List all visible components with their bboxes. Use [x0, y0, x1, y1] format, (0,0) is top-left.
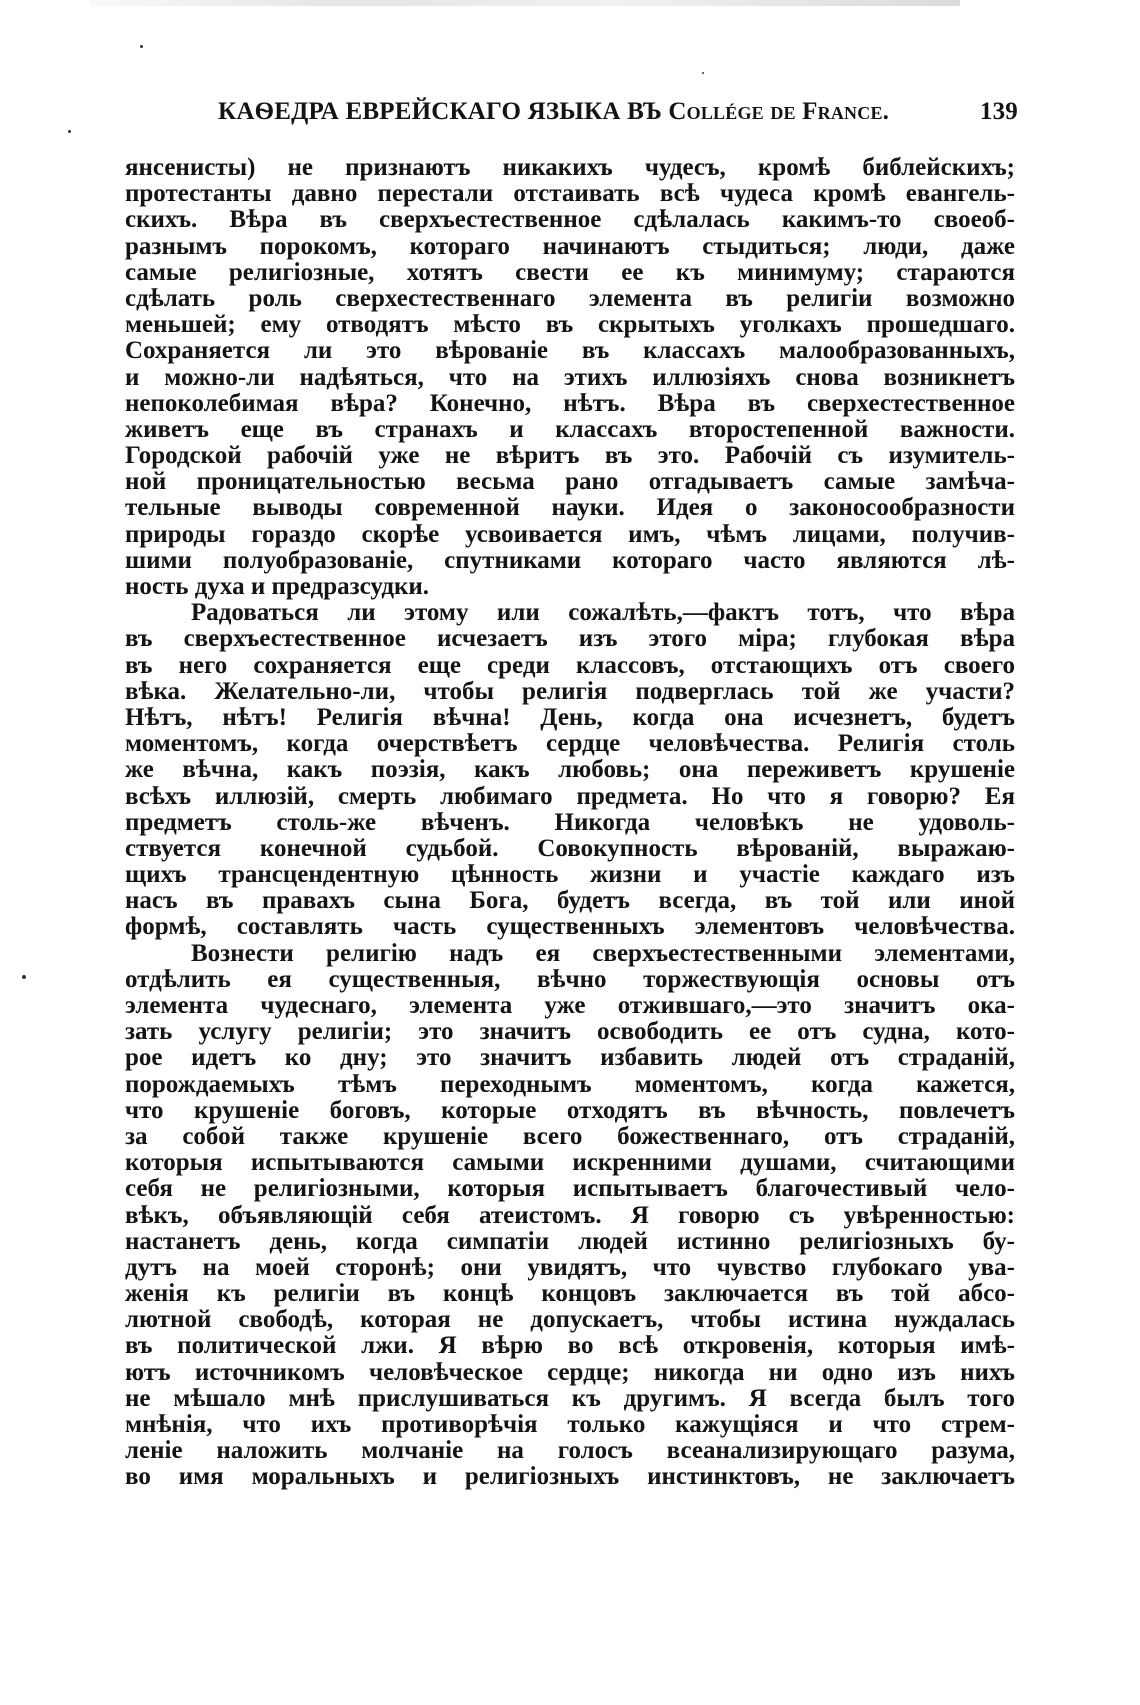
text-line: самые религіозные, хотятъ свести ее къ минимуму; стараются	[125, 258, 1015, 286]
text-line: Нѣтъ, нѣтъ! Религія вѣчна! День, когда она исчезнетъ, будетъ	[125, 703, 1015, 731]
text-line: вѣка. Желательно-ли, чтобы религія подверглась той же участи?	[125, 677, 1015, 705]
text-line: сдѣлать роль сверхестественнаго элемента въ религіи возможно	[125, 284, 1015, 312]
text-line: рое идетъ ко дну; это значитъ избавить людей отъ страданій,	[125, 1044, 1015, 1072]
text-line: въ него сохраняется еще среди классовъ, отстающихъ отъ своего	[125, 651, 1015, 679]
text-line: Городской рабочій уже не вѣритъ въ это. Рабочій съ изумитель-	[125, 442, 1015, 470]
paragraph-start-line: Вознести религію надъ ея сверхъестественными элементами,	[191, 939, 1015, 967]
text-line: въ политической лжи. Я вѣрю во всѣ откровенія, которыя имѣ-	[125, 1332, 1015, 1360]
scan-speck	[68, 130, 71, 133]
paragraph-end-line: ность духа и предразсудки.	[125, 573, 430, 600]
scan-speck	[702, 72, 704, 74]
text-line: себя не религіозными, которыя испытываетъ благочестивый чело-	[125, 1175, 1015, 1203]
text-line: щихъ трансцендентную цѣнность жизни и участіе каждаго изъ	[125, 861, 1015, 889]
text-line: предметъ столь-же вѣченъ. Никогда человѣкъ не удоволь-	[125, 808, 1015, 836]
text-line: во имя моральныхъ и религіозныхъ инстинктовъ, не заключаетъ	[125, 1463, 1015, 1491]
text-line: ной проницательностью весьма рано отгадываетъ самые замѣча-	[125, 468, 1015, 496]
text-line: порождаемыхъ тѣмъ переходнымъ моментомъ, когда кажется,	[125, 1070, 1015, 1098]
text-line: ютъ источникомъ человѣческое сердце; никогда ни одно изъ нихъ	[125, 1358, 1015, 1386]
text-line: разнымъ порокомъ, котораго начинаютъ стыдиться; люди, даже	[125, 232, 1015, 260]
text-line: элемента чудеснаго, элемента уже отжившаго,—это значитъ ока-	[125, 992, 1015, 1019]
text-line: природы гораздо скорѣе усвоивается имъ, чѣмъ лицами, получив-	[125, 520, 1015, 548]
text-line: меньшей; ему отводятъ мѣсто въ скрытыхъ уголкахъ прошедшаго.	[125, 311, 1015, 339]
text-line: женія къ религіи въ концѣ концовъ заключается въ той абсо-	[125, 1280, 1015, 1308]
text-line: шими полуобразованіе, спутниками котораго часто являются лѣ-	[125, 546, 1015, 574]
text-line: всѣхъ иллюзій, смерть любимаго предмета. Но что я говорю? Ея	[125, 782, 1015, 810]
text-line: что крушеніе боговъ, которые отходятъ въ вѣчность, повлечетъ	[125, 1096, 1015, 1124]
text-line: мнѣнія, что ихъ противорѣчія только кажущіяся и что стрем-	[125, 1411, 1015, 1438]
text-line: которыя испытываются самыми искренними душами, считающими	[125, 1149, 1015, 1177]
paragraph-end-line: формѣ, составлять часть существенныхъ элементовъ человѣчества.	[125, 913, 1015, 941]
text-line: отдѣлить ея существенныя, вѣчно торжествующія основы отъ	[125, 965, 1015, 993]
text-line: зать услугу религіи; это значитъ освободить ее отъ судна, кото-	[125, 1018, 1015, 1046]
text-line: и можно-ли надѣяться, что на этихъ иллюзіяхъ снова возникнетъ	[125, 363, 1015, 391]
text-line: скихъ. Вѣра въ сверхъестественное сдѣлалась какимъ-то своеоб-	[125, 206, 1015, 234]
page-number: 139	[979, 98, 1018, 125]
scan-top-edge	[90, 0, 960, 6]
text-line: янсенисты) не признаютъ никакихъ чудесъ, кромѣ библейскихъ;	[125, 154, 1015, 181]
text-line: протестанты давно перестали отстаивать всѣ чудеса кромѣ евангель-	[125, 180, 1015, 208]
text-line: насъ въ правахъ сына Бога, будетъ всегда, въ той или иной	[125, 887, 1015, 915]
text-line: въ сверхъестественное исчезаетъ изъ этого міра; глубокая вѣра	[125, 625, 1015, 653]
text-line: настанетъ день, когда симпатіи людей истинно религіозныхъ бу-	[125, 1227, 1015, 1255]
scan-speck	[22, 975, 26, 979]
text-line: дутъ на моей сторонѣ; они увидятъ, что чувство глубокаго ува-	[125, 1253, 1015, 1281]
text-line: лютной свободѣ, которая не допускаетъ, чтобы истина нуждалась	[125, 1306, 1015, 1334]
text-line: вѣкъ, объявляющій себя атеистомъ. Я говорю съ увѣренностью:	[125, 1201, 1015, 1229]
paragraph-start-line: Радоваться ли этому или сожалѣть,—фактъ тотъ, что вѣра	[191, 599, 1015, 627]
text-line: Сохраняется ли это вѣрованіе въ классахъ малообразованныхъ,	[125, 337, 1015, 365]
text-line: леніе наложить молчаніе на голосъ всеанализирующаго разума,	[125, 1437, 1015, 1465]
running-title: КАѲЕДРА ЕВРЕЙСКАГО ЯЗЫКА ВЪ Collége de France.	[218, 98, 890, 125]
scan-speck	[140, 45, 143, 48]
text-line: за собой также крушеніе всего божественнаго, отъ страданій,	[125, 1122, 1015, 1150]
text-line: тельные выводы современной науки. Идея о законосообразности	[125, 494, 1015, 522]
body-text	[125, 155, 1015, 1491]
text-line: же вѣчна, какъ поэзія, какъ любовь; она переживетъ крушеніе	[125, 756, 1015, 784]
text-line: не мѣшало мнѣ прислушиваться къ другимъ. Я всегда былъ того	[125, 1384, 1015, 1412]
text-line: ствуется конечной судьбой. Совокупность вѣрованій, выражаю-	[125, 834, 1015, 862]
text-line: моментомъ, когда очерствѣетъ сердце человѣчества. Религія столь	[125, 730, 1015, 758]
text-line: живетъ еще въ странахъ и классахъ второстепенной важности.	[125, 415, 1015, 443]
page-header	[218, 98, 1018, 132]
text-line: непоколебимая вѣра? Конечно, нѣтъ. Вѣра въ сверхестественное	[125, 389, 1015, 417]
